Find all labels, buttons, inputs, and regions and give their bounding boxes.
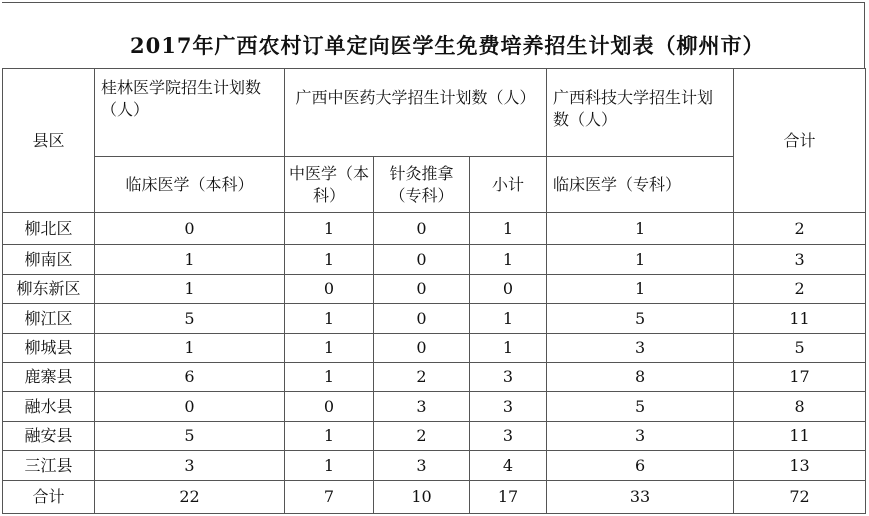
cell-sub: 3 bbox=[470, 392, 547, 421]
cell-acu: 2 bbox=[374, 362, 470, 391]
cell-county: 融安县 bbox=[3, 421, 95, 450]
cell-gxust: 33 bbox=[547, 480, 734, 514]
cell-acu: 0 bbox=[374, 304, 470, 333]
cell-sub: 1 bbox=[470, 212, 547, 244]
header-total: 合计 bbox=[734, 69, 866, 213]
cell-acu: 2 bbox=[374, 421, 470, 450]
cell-county: 柳江区 bbox=[3, 304, 95, 333]
table-row bbox=[3, 451, 866, 480]
header-gxtcm: 广西中医药大学招生计划数（人） bbox=[285, 69, 547, 157]
table-title: 2017年广西农村订单定向医学生免费培养招生计划表（柳州市） bbox=[130, 33, 765, 58]
cell-sub: 1 bbox=[470, 304, 547, 333]
table-row bbox=[3, 245, 866, 274]
table-row bbox=[3, 421, 866, 450]
table-title-cell bbox=[2, 2, 865, 68]
header-acu-major: 针灸推拿（专科） bbox=[374, 157, 470, 213]
cell-guilin: 22 bbox=[95, 480, 285, 514]
cell-total: 11 bbox=[734, 421, 866, 450]
cell-acu: 0 bbox=[374, 333, 470, 362]
cell-tcm: 0 bbox=[285, 274, 374, 303]
cell-total: 11 bbox=[734, 304, 866, 333]
cell-guilin: 5 bbox=[95, 304, 285, 333]
cell-county: 融水县 bbox=[3, 392, 95, 421]
cell-tcm: 0 bbox=[285, 392, 374, 421]
header-gxust-major: 临床医学（专科） bbox=[547, 157, 734, 213]
cell-gxust: 5 bbox=[547, 392, 734, 421]
cell-county: 柳城县 bbox=[3, 333, 95, 362]
table-row bbox=[3, 333, 866, 362]
cell-sub: 1 bbox=[470, 245, 547, 274]
header-guilin: 桂林医学院招生计划数（人） bbox=[95, 69, 285, 157]
cell-tcm: 1 bbox=[285, 212, 374, 244]
table-row bbox=[3, 362, 866, 391]
cell-tcm: 1 bbox=[285, 451, 374, 480]
cell-tcm: 1 bbox=[285, 304, 374, 333]
cell-acu: 0 bbox=[374, 245, 470, 274]
cell-sub: 1 bbox=[470, 333, 547, 362]
cell-acu: 0 bbox=[374, 274, 470, 303]
cell-guilin: 1 bbox=[95, 245, 285, 274]
table-row bbox=[3, 274, 866, 303]
cell-county: 柳南区 bbox=[3, 245, 95, 274]
cell-gxust: 1 bbox=[547, 212, 734, 244]
cell-gxust: 1 bbox=[547, 274, 734, 303]
cell-sub: 3 bbox=[470, 421, 547, 450]
cell-gxust: 5 bbox=[547, 304, 734, 333]
cell-total: 3 bbox=[734, 245, 866, 274]
cell-county: 鹿寨县 bbox=[3, 362, 95, 391]
cell-total: 17 bbox=[734, 362, 866, 391]
header-county: 县区 bbox=[3, 69, 95, 213]
cell-gxust: 6 bbox=[547, 451, 734, 480]
table-row bbox=[3, 212, 866, 244]
cell-gxust: 3 bbox=[547, 333, 734, 362]
cell-acu: 3 bbox=[374, 392, 470, 421]
cell-guilin: 6 bbox=[95, 362, 285, 391]
cell-gxust: 3 bbox=[547, 421, 734, 450]
cell-guilin: 1 bbox=[95, 274, 285, 303]
header-guilin-major: 临床医学（本科） bbox=[95, 157, 285, 213]
cell-acu: 3 bbox=[374, 451, 470, 480]
cell-county: 柳东新区 bbox=[3, 274, 95, 303]
cell-guilin: 5 bbox=[95, 421, 285, 450]
header-tcm-major: 中医学（本科） bbox=[285, 157, 374, 213]
cell-county: 柳北区 bbox=[3, 212, 95, 244]
cell-sub: 17 bbox=[470, 480, 547, 514]
cell-total: 8 bbox=[734, 392, 866, 421]
cell-gxust: 8 bbox=[547, 362, 734, 391]
cell-sub: 0 bbox=[470, 274, 547, 303]
cell-county: 三江县 bbox=[3, 451, 95, 480]
cell-tcm: 1 bbox=[285, 245, 374, 274]
total-row bbox=[3, 480, 866, 514]
table-row bbox=[3, 392, 866, 421]
table-row bbox=[3, 304, 866, 333]
cell-total: 2 bbox=[734, 274, 866, 303]
cell-tcm: 1 bbox=[285, 421, 374, 450]
enrollment-plan-table bbox=[2, 68, 866, 514]
cell-gxust: 1 bbox=[547, 245, 734, 274]
cell-sub: 3 bbox=[470, 362, 547, 391]
cell-tcm: 7 bbox=[285, 480, 374, 514]
cell-total: 72 bbox=[734, 480, 866, 514]
cell-sub: 4 bbox=[470, 451, 547, 480]
cell-acu: 10 bbox=[374, 480, 470, 514]
header-gxust: 广西科技大学招生计划数（人） bbox=[547, 69, 734, 157]
cell-guilin: 1 bbox=[95, 333, 285, 362]
cell-tcm: 1 bbox=[285, 362, 374, 391]
plan-sheet bbox=[2, 2, 865, 514]
cell-county: 合计 bbox=[3, 480, 95, 514]
cell-total: 2 bbox=[734, 212, 866, 244]
cell-acu: 0 bbox=[374, 212, 470, 244]
cell-guilin: 0 bbox=[95, 212, 285, 244]
cell-guilin: 0 bbox=[95, 392, 285, 421]
cell-guilin: 3 bbox=[95, 451, 285, 480]
header-row-1 bbox=[3, 69, 866, 157]
cell-tcm: 1 bbox=[285, 333, 374, 362]
cell-total: 13 bbox=[734, 451, 866, 480]
header-subtotal: 小计 bbox=[470, 157, 547, 213]
cell-total: 5 bbox=[734, 333, 866, 362]
